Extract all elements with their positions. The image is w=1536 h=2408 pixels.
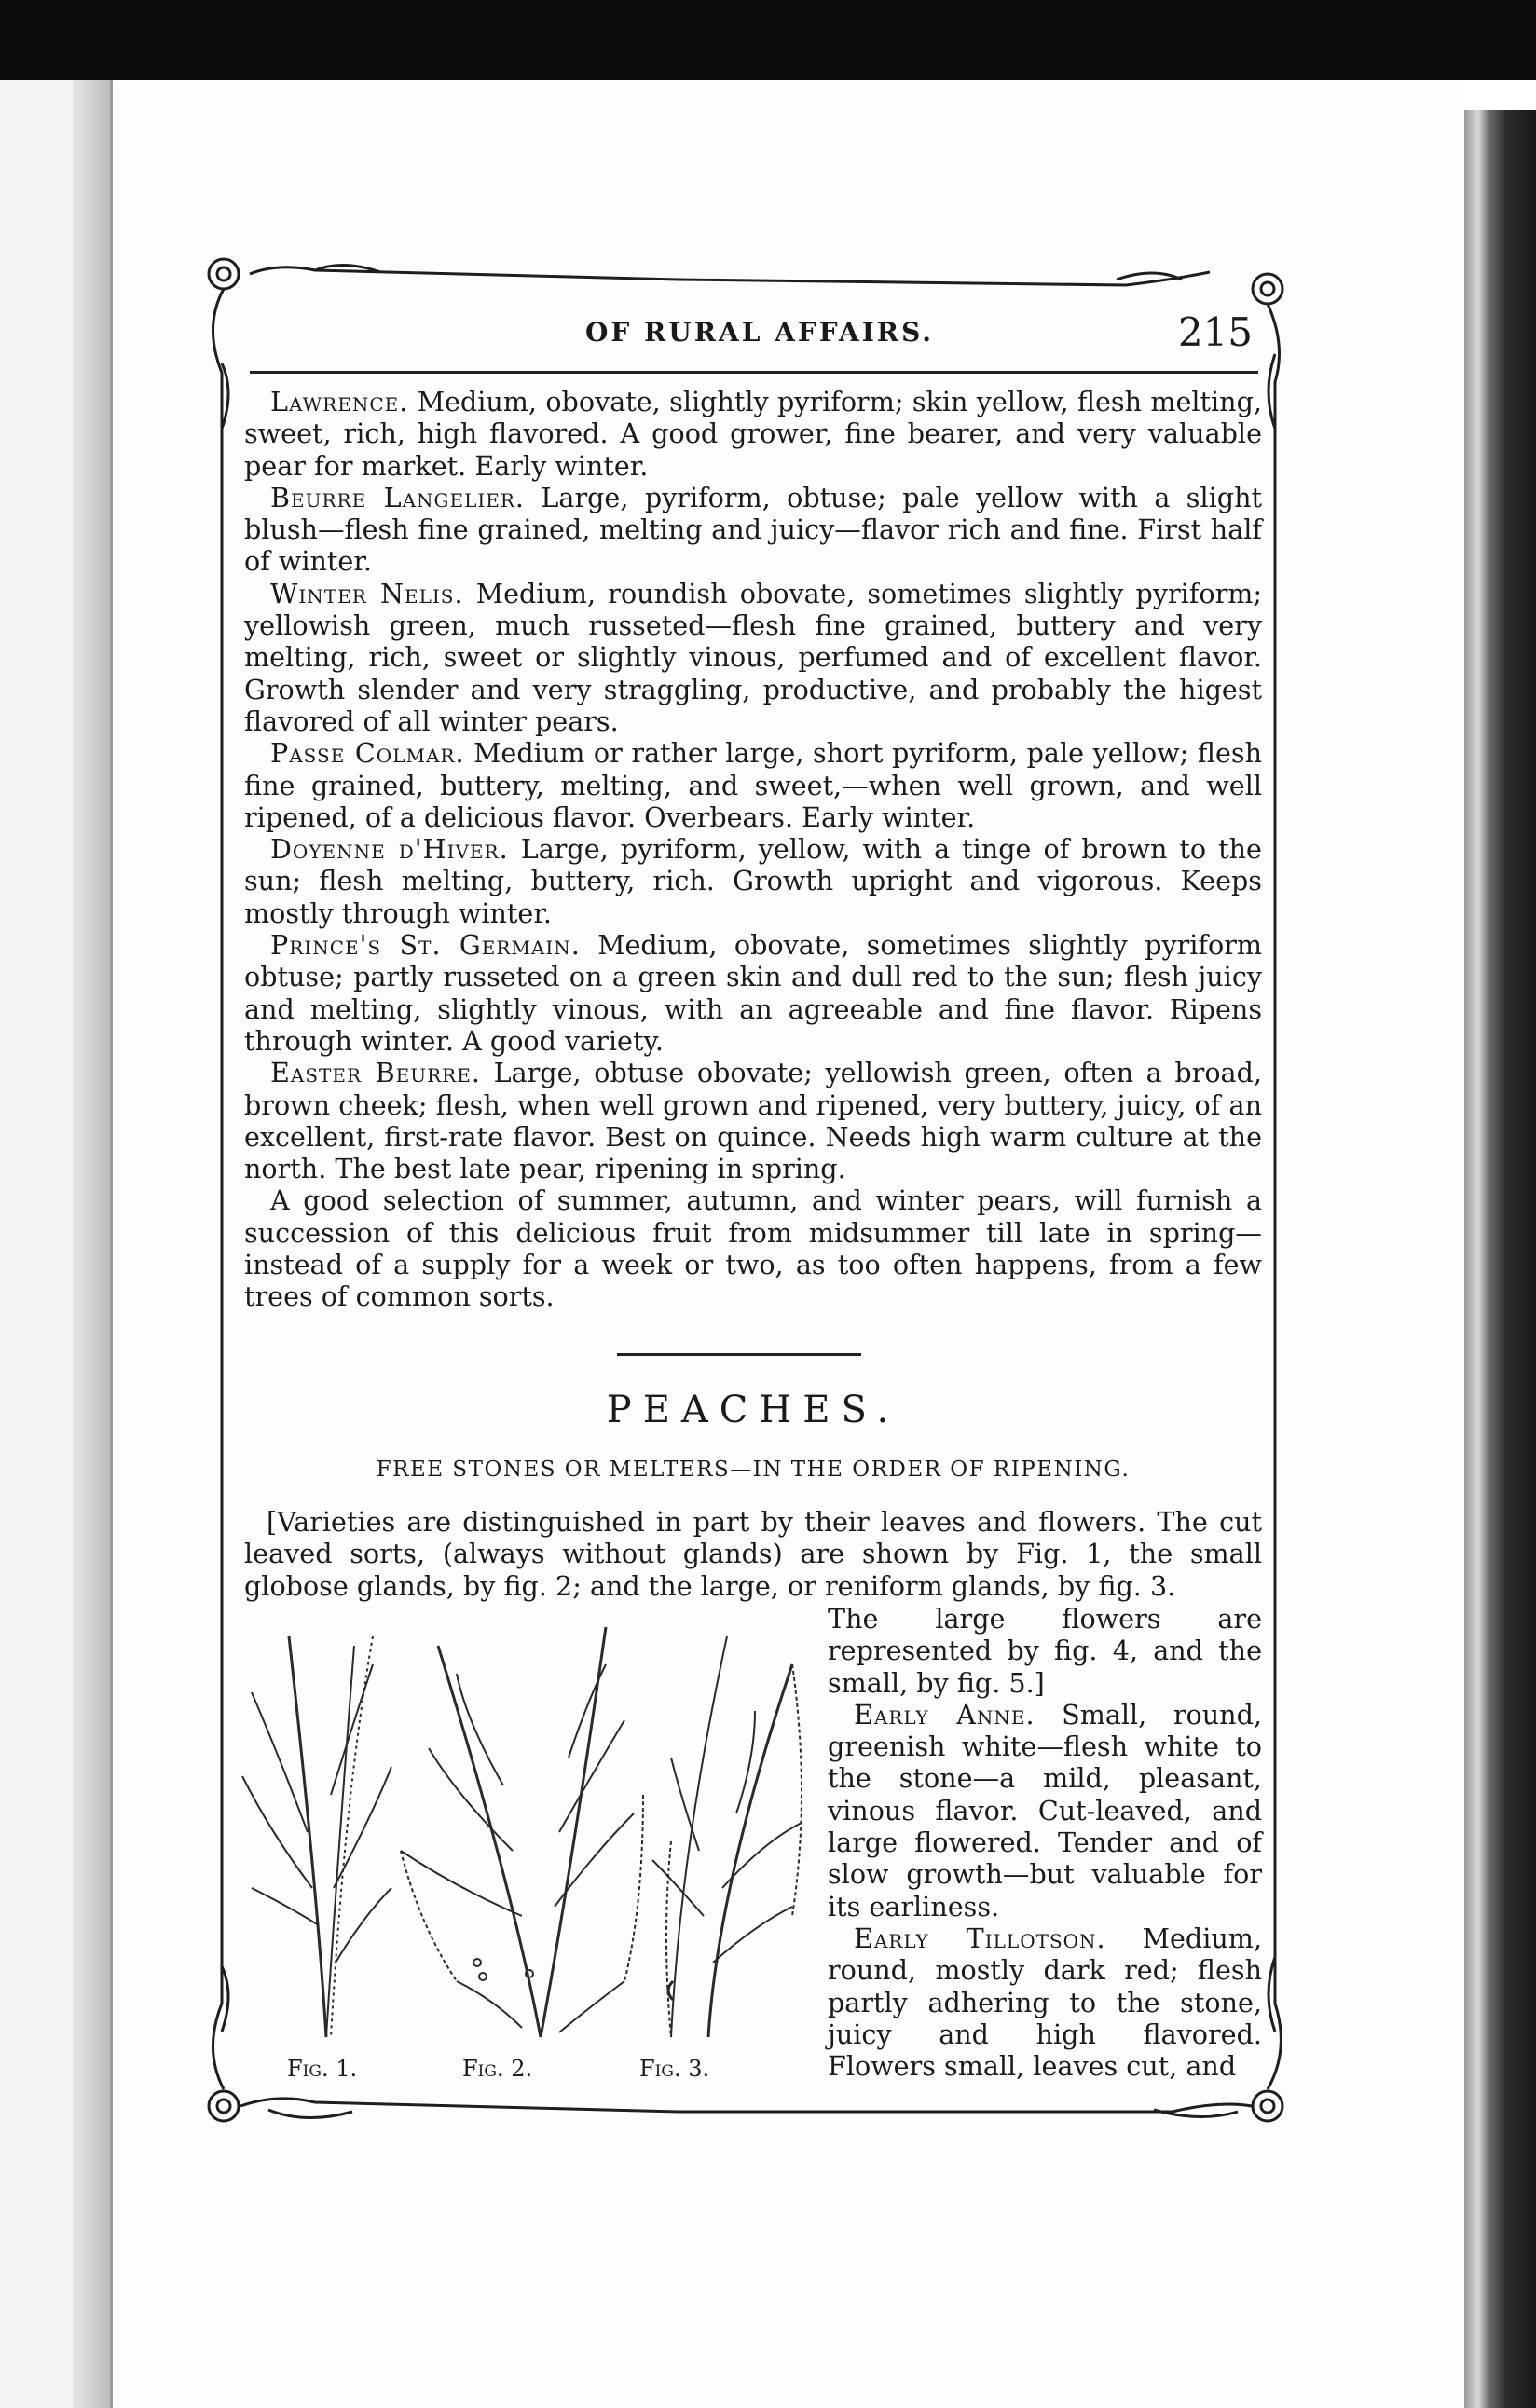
page-number: 215	[1177, 309, 1253, 355]
entry-text: Medium or rather large, short pyriform, pale yellow; flesh fine grained, buttery, melting, and sweet,—when well grown, and well ripened, of a delicious flavor. Overbears. Early winter.	[244, 737, 1262, 833]
entry	[244, 833, 1262, 929]
entry-name: Passe Colmar.	[270, 737, 465, 770]
book-edge	[1461, 110, 1536, 2408]
entry	[244, 578, 1262, 737]
intro-continuation: The large flowers are represented by fig. 4, and the small, by fig. 5.]	[828, 1603, 1262, 1699]
entry-name: Doyenne d'Hiver.	[270, 833, 509, 866]
entry	[828, 1699, 1262, 1922]
pear-entries	[244, 386, 1262, 1313]
facing-page-edge	[0, 80, 113, 2408]
entry-name: Beurre Langelier.	[270, 481, 526, 513]
entry-text: Medium, obovate, sometimes slightly pyriform obtuse; partly russeted on a green skin and dull red to the sun; flesh juicy and melting, slightly vinous, with an agreeable and fine flavor. Ripens through winter. A good variety.	[244, 929, 1262, 1057]
entry-text: Small, round, greenish white—flesh white to the stone—a mild, pleasant, vinous flavor. Cut-leaved, and large flowered. Tender and of slow growth—but valuable for its earliness.	[828, 1698, 1262, 1922]
entry-text: Large, pyriform, obtuse; pale yellow with a slight blush—flesh fine grained, melting and juicy—flavor rich and fine. First half of winter.	[244, 481, 1262, 578]
entry-name: Winter Nelis.	[270, 577, 464, 609]
section-title: PEACHES.	[606, 1389, 900, 1431]
running-title: OF RURAL AFFAIRS.	[585, 317, 935, 348]
entry-name: Prince's St. Germain.	[270, 929, 581, 962]
section-divider	[617, 1353, 861, 1356]
entry	[244, 929, 1262, 1057]
fig3-caption: Fig. 3.	[639, 2056, 710, 2082]
section-subtitle: FREE STONES OR MELTERS—IN THE ORDER OF RIPENING.	[376, 1457, 1131, 1482]
page-header	[250, 309, 1258, 369]
entry-name: Early Anne.	[854, 1698, 1035, 1731]
peach-entries	[828, 1603, 1262, 2082]
fig1-caption: Fig. 1.	[287, 2056, 358, 2082]
entry	[244, 386, 1262, 482]
fig1-leaf-drawing	[242, 1636, 391, 2037]
entry-text: Medium, roundish obovate, sometimes slightly pyriform; yellowish green, much russeted—flesh fine grained, buttery and very melting, rich, sweet or slightly vinous, perfumed and of excellent flavor. Growth slender and very straggling, productive, and probably the higest flavored of all winter pears.	[244, 577, 1263, 737]
entry-name: Early Tillotson.	[854, 1922, 1106, 1954]
entry	[244, 737, 1262, 833]
intro-paragraph: [Varieties are distinguished in part by their leaves and flowers. The cut leaved sorts, (always without glands) are shown by Fig. 1, the small globose glands, by fig. 2; and the large, or reniform glands, by fig. 3.	[244, 1506, 1262, 1602]
entry-name: Lawrence.	[270, 386, 409, 417]
closing-paragraph: A good selection of summer, autumn, and winter pears, will furnish a succession of this delicious fruit from midsummer till late in spring—instead of a supply for a week or two, as too often happens, from a few trees of common sorts.	[244, 1184, 1262, 1313]
leaf-figures	[233, 1608, 820, 2046]
scan-top-border	[0, 0, 1536, 80]
entry-text: Medium, obovate, slightly pyriform; skin yellow, flesh melting, sweet, rich, high flavored. A good grower, fine bearer, and very valuable pear for market. Early winter.	[244, 386, 1262, 482]
entry	[828, 1922, 1262, 2082]
fig3-leaf-drawing	[652, 1636, 802, 2037]
entry-name: Easter Beurre.	[270, 1057, 481, 1089]
header-rule	[250, 371, 1258, 374]
entry	[244, 1057, 1262, 1184]
entry-text: Large, pyriform, yellow, with a tinge of brown to the sun; flesh melting, buttery, rich. Growth upright and vigorous. Keeps mostly through winter.	[244, 833, 1262, 929]
fig2-caption: Fig. 2.	[462, 2056, 533, 2082]
entry-text: Medium, round, mostly dark red; flesh partly adhering to the stone, juicy and high flavored. Flowers small, leaves cut, and	[828, 1922, 1262, 2083]
fig2-leaf-drawing	[401, 1627, 643, 2037]
entry-text: Large, obtuse obovate; yellowish green, often a broad, brown cheek; flesh, when well grown and ripened, very buttery, juicy, of an excellent, first-rate flavor. Best on quince. Needs high warm culture at the north. The best late pear, ripening in spring.	[244, 1057, 1262, 1185]
section-intro	[244, 1506, 1262, 1602]
entry	[244, 482, 1262, 578]
